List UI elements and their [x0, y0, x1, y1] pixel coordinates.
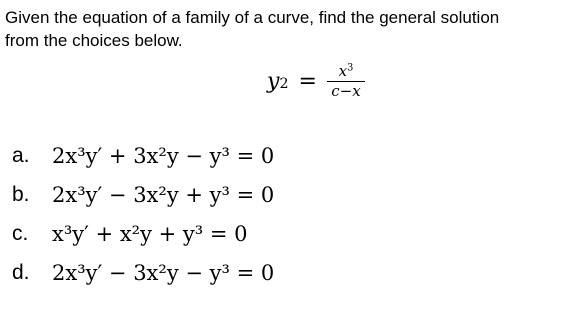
choice-letter: d.	[12, 260, 30, 284]
choice-letter: b.	[12, 182, 30, 206]
equation-fraction	[327, 63, 365, 100]
fraction-denominator: c−x	[331, 81, 361, 100]
lhs-variable: y	[267, 68, 280, 94]
choice-d[interactable]	[12, 253, 274, 292]
choice-expression: x³y′ + x²y + y³ = 0	[52, 221, 248, 246]
choice-letter: c.	[12, 221, 29, 245]
question-line-1: Given the equation of a family of a curve, find the general solution	[5, 8, 500, 27]
equals-sign: =	[298, 68, 317, 94]
choice-letter: a.	[12, 143, 30, 167]
question-text	[5, 6, 565, 52]
choice-c[interactable]	[12, 214, 274, 253]
choice-expression: 2x³y′ + 3x²y − y³ = 0	[52, 143, 275, 168]
fraction-numerator: $x^3$	[338, 61, 354, 80]
answer-choices	[12, 136, 274, 292]
given-equation	[267, 58, 365, 104]
choice-expression: 2x³y′ − 3x²y + y³ = 0	[52, 182, 275, 207]
question-line-2: from the choices below.	[5, 31, 183, 50]
equation-lhs: y 2	[267, 68, 289, 94]
choice-a[interactable]	[12, 136, 274, 175]
choice-b[interactable]	[12, 175, 274, 214]
choice-expression: 2x³y′ − 3x²y − y³ = 0	[52, 260, 275, 285]
